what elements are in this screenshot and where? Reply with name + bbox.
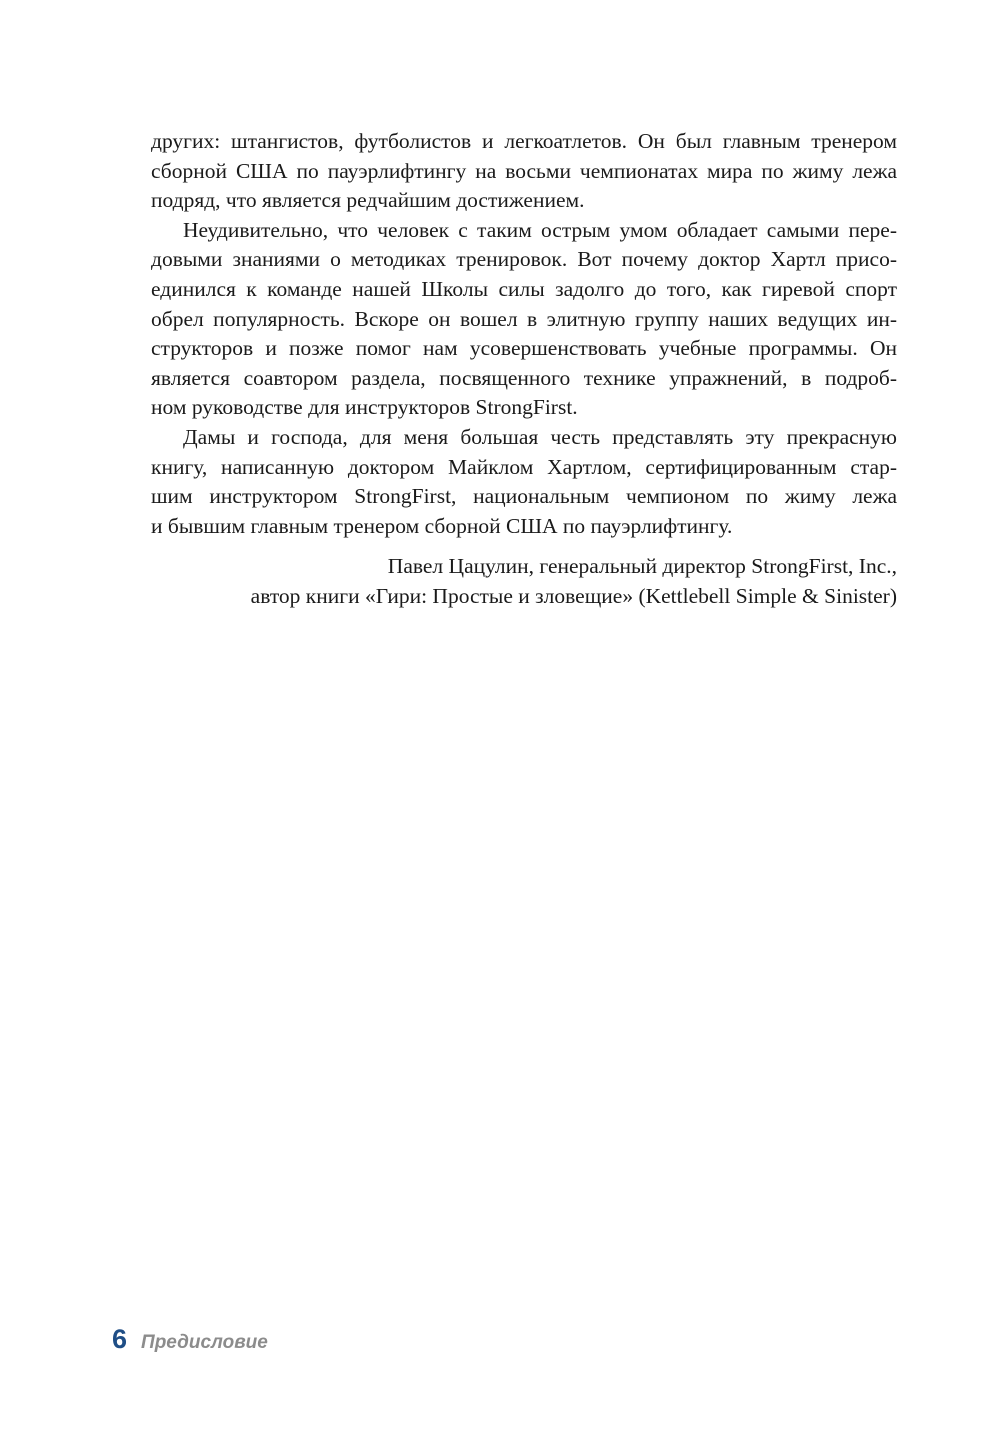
paragraph-2	[151, 216, 897, 423]
signature-book: автор книги «Гири: Простые и зловещие» (Kettlebell Simple & Sinister)	[250, 583, 897, 608]
text-line: является соавтором раздела, посвященного технике упражнений, в подроб-	[151, 365, 897, 390]
text-line: других: штангистов, футболистов и легкоатлетов. Он был главным тренером	[151, 129, 897, 153]
text-line: шим инструктором StrongFirst, национальным чемпионом по жиму лежа	[151, 484, 897, 509]
text-line: обрел популярность. Вскоре он вошел в элитную группу наших ведущих ин-	[151, 306, 897, 331]
signature	[151, 552, 897, 611]
text-line: сборной США по пауэрлифтингу на восьми чемпионатах мира по жиму лежа	[151, 158, 897, 183]
body-text	[151, 127, 897, 612]
paragraph-1	[151, 127, 897, 216]
text-line: подряд, что является редчайшим достижением.	[151, 188, 585, 213]
signature-author: Павел Цацулин, генеральный директор StrongFirst, Inc.,	[387, 554, 897, 579]
text-line: единился к команде нашей Школы силы задолго до того, как гиревой спорт	[151, 276, 897, 301]
running-section-title: Предисловие	[141, 1332, 268, 1353]
page-number: 6	[112, 1324, 128, 1354]
text-line: и бывшим главным тренером сборной США по пауэрлифтингу.	[151, 513, 733, 538]
page-footer	[112, 1324, 268, 1355]
paragraph-3	[151, 423, 897, 541]
text-line: книгу, написанную доктором Майклом Хартлом, сертифицированным стар-	[151, 454, 897, 479]
text-line: Неудивительно, что человек с таким острым умом обладает самыми пере-	[183, 217, 897, 242]
text-line: довыми знаниями о методиках тренировок. Вот почему доктор Хартл присо-	[151, 247, 897, 272]
text-line: структоров и позже помог нам усовершенствовать учебные программы. Он	[151, 336, 897, 361]
text-line: Дамы и господа, для меня большая честь представлять эту прекрасную	[183, 424, 897, 449]
text-line: ном руководстве для инструкторов StrongFirst.	[151, 395, 578, 420]
